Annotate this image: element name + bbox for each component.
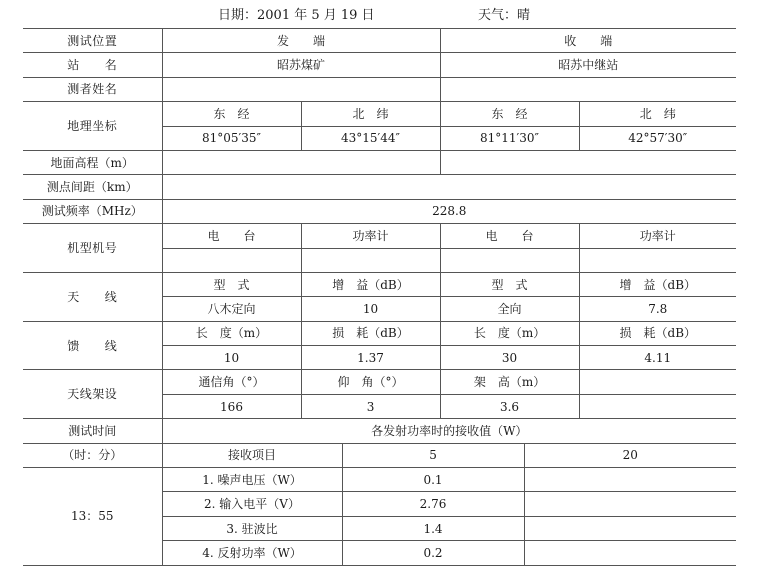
measure-item-4: 4. 反射功率（W） bbox=[162, 541, 342, 565]
send-feeder-loss: 1.37 bbox=[301, 346, 440, 370]
measure-value-1: 0.1 bbox=[342, 468, 524, 492]
recv-antenna-gain-header: 增 益（dB） bbox=[579, 272, 736, 296]
label-elevation: 地面高程（m） bbox=[23, 150, 162, 174]
recv-antenna-type-header: 型 式 bbox=[440, 272, 579, 296]
measure-value-1-20w bbox=[524, 468, 736, 492]
label-feeder: 馈 线 bbox=[23, 321, 162, 370]
mount-height: 3.6 bbox=[440, 394, 579, 418]
recv-antenna-gain: 7.8 bbox=[579, 297, 736, 321]
row-station bbox=[23, 53, 736, 77]
row-coords-header bbox=[23, 102, 736, 126]
row-antenna-header bbox=[23, 272, 736, 296]
elevation-angle-header: 仰 角（°） bbox=[301, 370, 440, 394]
send-radio-header: 电 台 bbox=[162, 224, 301, 248]
mount-height-header: 架 高（m） bbox=[440, 370, 579, 394]
recv-lat: 42°57′30″ bbox=[579, 126, 736, 150]
recv-radio bbox=[440, 248, 579, 272]
label-frequency: 测试频率（MHz） bbox=[23, 199, 162, 223]
measure-value-4: 0.2 bbox=[342, 541, 524, 565]
send-antenna-gain: 10 bbox=[301, 297, 440, 321]
send-lon: 81°05′35″ bbox=[162, 126, 301, 150]
power-20-header: 20 bbox=[524, 443, 736, 467]
distance-value bbox=[162, 175, 736, 199]
mount-empty bbox=[579, 394, 736, 418]
comm-angle: 166 bbox=[162, 394, 301, 418]
measure-value-2-20w bbox=[524, 492, 736, 516]
send-surveyor bbox=[162, 77, 440, 101]
recv-radio-header: 电 台 bbox=[440, 224, 579, 248]
send-power-meter-header: 功率计 bbox=[301, 224, 440, 248]
date-text: 日期：2001 年 5 月 19 日 bbox=[218, 8, 375, 23]
measure-item-2: 2. 输入电平（V） bbox=[162, 492, 342, 516]
measure-value-2: 2.76 bbox=[342, 492, 524, 516]
send-radio bbox=[162, 248, 301, 272]
power-5-header: 5 bbox=[342, 443, 524, 467]
send-lon-header: 东 经 bbox=[162, 102, 301, 126]
label-time-1: 测试时间 bbox=[23, 419, 162, 443]
measure-value-3-20w bbox=[524, 516, 736, 540]
measure-item-1: 1. 噪声电压（W） bbox=[162, 468, 342, 492]
header bbox=[0, 4, 757, 26]
recv-lat-header: 北 纬 bbox=[579, 102, 736, 126]
label-mount: 天线架设 bbox=[23, 370, 162, 419]
measure-value-3: 1.4 bbox=[342, 516, 524, 540]
recv-elevation bbox=[440, 150, 736, 174]
send-elevation bbox=[162, 150, 440, 174]
send-power-meter bbox=[301, 248, 440, 272]
send-lat: 43°15′44″ bbox=[301, 126, 440, 150]
label-model: 机型机号 bbox=[23, 224, 162, 273]
recv-surveyor bbox=[440, 77, 736, 101]
send-lat-header: 北 纬 bbox=[301, 102, 440, 126]
send-antenna-gain-header: 增 益（dB） bbox=[301, 272, 440, 296]
send-station: 昭苏煤矿 bbox=[162, 53, 440, 77]
measure-time: 13：55 bbox=[23, 468, 162, 566]
row-time-header bbox=[23, 419, 736, 443]
elevation-angle: 3 bbox=[301, 394, 440, 418]
row-feeder-header bbox=[23, 321, 736, 345]
recv-feeder-loss: 4.11 bbox=[579, 346, 736, 370]
label-surveyor: 测者姓名 bbox=[23, 77, 162, 101]
row-position bbox=[23, 29, 736, 53]
label-antenna: 天 线 bbox=[23, 272, 162, 321]
frequency-value: 228.8 bbox=[162, 199, 736, 223]
row-recv-header bbox=[23, 443, 736, 467]
row-distance bbox=[23, 175, 736, 199]
row-mount-header bbox=[23, 370, 736, 394]
recv-lon: 81°11′30″ bbox=[440, 126, 579, 150]
row-elevation bbox=[23, 150, 736, 174]
mount-empty-header bbox=[579, 370, 736, 394]
measure-item-3: 3. 驻波比 bbox=[162, 516, 342, 540]
recv-power-meter-header: 功率计 bbox=[579, 224, 736, 248]
send-feeder-loss-header: 损 耗（dB） bbox=[301, 321, 440, 345]
send-antenna-type-header: 型 式 bbox=[162, 272, 301, 296]
recv-end-header: 收 端 bbox=[440, 29, 736, 53]
weather-text: 天气：晴 bbox=[478, 8, 531, 23]
recv-feeder-length-header: 长 度（m） bbox=[440, 321, 579, 345]
row-frequency bbox=[23, 199, 736, 223]
recv-item-header: 接收项目 bbox=[162, 443, 342, 467]
label-distance: 测点间距（km） bbox=[23, 175, 162, 199]
send-feeder-length-header: 长 度（m） bbox=[162, 321, 301, 345]
received-values-header: 各发射功率时的接收值（W） bbox=[162, 419, 736, 443]
send-feeder-length: 10 bbox=[162, 346, 301, 370]
label-station: 站 名 bbox=[23, 53, 162, 77]
send-end-header: 发 端 bbox=[162, 29, 440, 53]
label-position: 测试位置 bbox=[23, 29, 162, 53]
row-model-header bbox=[23, 224, 736, 248]
recv-feeder-loss-header: 损 耗（dB） bbox=[579, 321, 736, 345]
recv-station: 昭苏中继站 bbox=[440, 53, 736, 77]
recv-lon-header: 东 经 bbox=[440, 102, 579, 126]
test-record-table bbox=[23, 28, 736, 566]
label-coords: 地理坐标 bbox=[23, 102, 162, 151]
label-time-2: （时：分） bbox=[23, 443, 162, 467]
recv-feeder-length: 30 bbox=[440, 346, 579, 370]
recv-antenna-type: 全向 bbox=[440, 297, 579, 321]
measure-value-4-20w bbox=[524, 541, 736, 565]
comm-angle-header: 通信角（°） bbox=[162, 370, 301, 394]
row-measure-1 bbox=[23, 468, 736, 492]
recv-power-meter bbox=[579, 248, 736, 272]
row-surveyor bbox=[23, 77, 736, 101]
send-antenna-type: 八木定向 bbox=[162, 297, 301, 321]
